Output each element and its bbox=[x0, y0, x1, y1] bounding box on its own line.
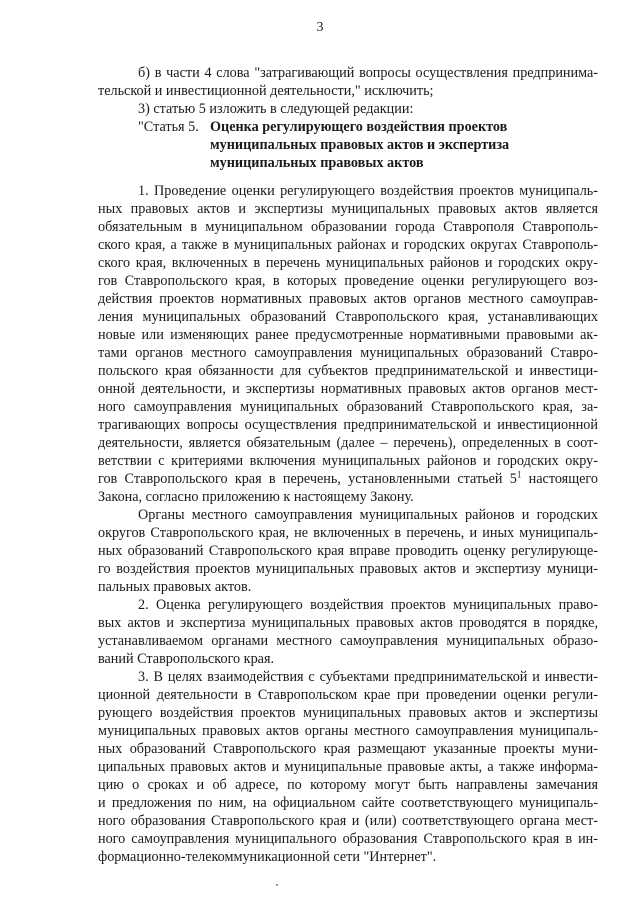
text-line: ного образования Ставропольского края и (или) соответствующего органа мест- bbox=[98, 813, 598, 829]
article-title: муниципальных правовых актов bbox=[210, 155, 424, 171]
text-line: б) в части 4 слова "затрагивающий вопросы осуществления предпринима- bbox=[138, 65, 598, 81]
text-line: Органы местного самоуправления муниципальных районов и городских bbox=[138, 507, 598, 523]
page-number: 3 bbox=[316, 20, 324, 35]
text-line: го воздействия проектов муниципальных правовых актов и экспертизу муници- bbox=[98, 561, 598, 577]
text-line bbox=[98, 470, 598, 488]
text-line: ных образований Ставропольского края вправе проводить оценку регулирующе- bbox=[98, 543, 598, 559]
text-line: деятельности, является обязательным (далее – перечень), определенных в соот- bbox=[98, 435, 598, 451]
text-line: ционной деятельности в Ставропольском крае при проведении оценки регули- bbox=[98, 687, 598, 703]
text-segment: гов Ставропольского края в перечень, установленными статьей 5 bbox=[98, 471, 517, 487]
text-line: обязательным в муниципальном образовании города Ставрополя Ставрополь- bbox=[98, 219, 598, 235]
scan-speck bbox=[276, 884, 278, 886]
text-line: округов Ставропольского края, не включенных в перечень, и иных муниципаль- bbox=[98, 525, 598, 541]
text-line: ных правовых актов и экспертизы муниципальных правовых актов является bbox=[98, 201, 598, 217]
superscript: 1 bbox=[516, 469, 522, 480]
text-line: Закона, согласно приложению к настоящему Закону. bbox=[98, 489, 414, 505]
text-segment: настоящего bbox=[521, 471, 598, 487]
text-line: 3. В целях взаимодействия с субъектами предпринимательской и инвести- bbox=[138, 669, 598, 685]
text-line: польского края обязанности для субъектов предпринимательской и инвестици- bbox=[98, 363, 598, 379]
text-line: тами органов местного самоуправления муниципальных образований Ставро- bbox=[98, 345, 598, 361]
text-line: ского края, а также в муниципальных районах и городских округах Ставрополь- bbox=[98, 237, 598, 253]
text-line: ского края, включенных в перечень муниципальных районов и городских окру- bbox=[98, 255, 598, 271]
text-line: ного самоуправления муниципальных образований Ставропольского края, за- bbox=[98, 399, 598, 415]
text-line: вых актов и экспертиза муниципальных правовых актов проводятся в порядке, bbox=[98, 615, 598, 631]
text-line: цию о сроках и об адресе, по которому могут быть направлены замечания bbox=[98, 777, 598, 793]
text-line: формационно-телекоммуникационной сети "Интернет". bbox=[98, 849, 437, 865]
text-line: действия проектов нормативных правовых актов органов местного самоуправ- bbox=[98, 291, 598, 307]
text-line: рующего воздействия проектов муниципальных правовых актов и экспертизы bbox=[98, 705, 598, 721]
text-line: гов Ставропольского края, в которых проведение оценки регулирующего воз- bbox=[98, 273, 598, 289]
text-line: ветствии с критериями включения муниципальных районов и городских окру- bbox=[98, 453, 598, 469]
text-line: ного самоуправления муниципального образования Ставропольского края в ин- bbox=[98, 831, 598, 847]
text-line: и предложения по ним, на официальном сайте соответствующего муниципаль- bbox=[98, 795, 598, 811]
text-line: трагивающих вопросы осуществления предпринимательской и инвестиционной bbox=[98, 417, 598, 433]
text-line: онной деятельности, и экспертизы нормативных правовых актов органов мест- bbox=[98, 381, 598, 397]
article-number: "Статья 5. bbox=[138, 119, 199, 135]
text-line: ципальных правовых актов и муниципальные правовые акты, а также информа- bbox=[98, 759, 598, 775]
text-line: муниципальных правовых актов органы местного самоуправления муниципаль- bbox=[98, 723, 598, 739]
text-line: новые или изменяющих ранее предусмотренные нормативными правовыми ак- bbox=[98, 327, 598, 343]
article-title: Оценка регулирующего воздействия проектов bbox=[210, 119, 508, 135]
text-line: ления муниципальных образований Ставропольского края, устанавливающих bbox=[98, 309, 598, 325]
text-line: ваний Ставропольского края. bbox=[98, 651, 275, 667]
text-line: 3) статью 5 изложить в следующей редакции: bbox=[138, 101, 414, 117]
text-line: 2. Оценка регулирующего воздействия проектов муниципальных право- bbox=[138, 597, 598, 613]
text-line: пальных правовых актов. bbox=[98, 579, 252, 595]
text-line: ных образований Ставропольского края размещают указанные проекты муни- bbox=[98, 741, 598, 757]
text-line: тельской и инвестиционной деятельности," исключить; bbox=[98, 83, 434, 99]
text-line: 1. Проведение оценки регулирующего воздействия проектов муниципаль- bbox=[138, 183, 598, 199]
article-title: муниципальных правовых актов и экспертиза bbox=[210, 137, 510, 153]
text-line: устанавливаемом органами местного самоуправления муниципальных образо- bbox=[98, 633, 598, 649]
